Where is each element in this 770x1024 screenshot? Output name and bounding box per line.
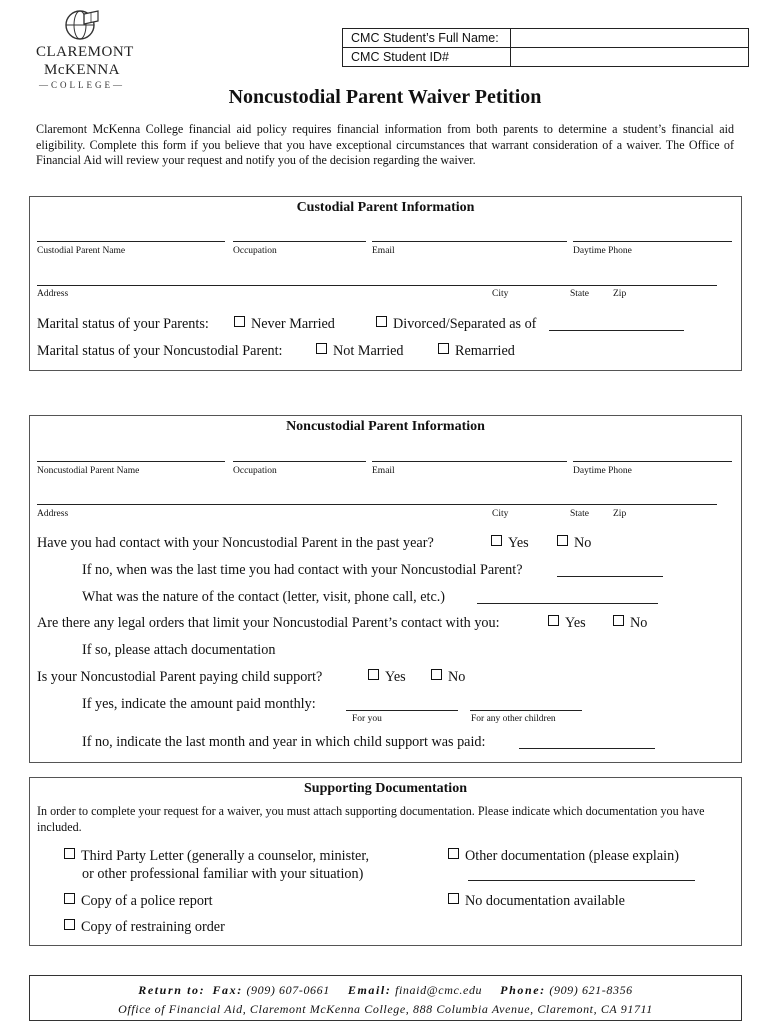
third-party-letter-option[interactable] bbox=[64, 848, 369, 865]
student-id-label: CMC Student ID# bbox=[343, 48, 511, 66]
police-report-label: Copy of a police report bbox=[81, 893, 213, 909]
no-documentation-checkbox[interactable] bbox=[448, 893, 459, 904]
legal-yes-checkbox[interactable] bbox=[548, 615, 559, 626]
amount-other-children-field[interactable] bbox=[470, 710, 582, 711]
student-name-field[interactable] bbox=[511, 29, 748, 47]
custodial-phone-caption: Daytime Phone bbox=[573, 246, 632, 256]
contact-no-option[interactable] bbox=[557, 535, 591, 552]
custodial-city-caption: City bbox=[492, 289, 509, 299]
custodial-phone-field[interactable] bbox=[573, 241, 732, 242]
noncustodial-parent-section bbox=[29, 415, 742, 763]
contact-nature-field[interactable] bbox=[477, 603, 658, 604]
noncustodial-occupation-caption: Occupation bbox=[233, 466, 277, 476]
custodial-state-caption: State bbox=[570, 289, 589, 299]
form-title: Noncustodial Parent Waiver Petition bbox=[228, 86, 542, 108]
remarried-option[interactable] bbox=[438, 343, 515, 360]
custodial-address-field[interactable] bbox=[37, 285, 717, 286]
other-children-caption: For any other children bbox=[471, 714, 556, 724]
other-documentation-option[interactable] bbox=[448, 848, 679, 865]
return-contact-box bbox=[29, 975, 742, 1021]
custodial-email-field[interactable] bbox=[372, 241, 567, 242]
not-married-option[interactable] bbox=[316, 343, 404, 360]
noncustodial-address-caption: Address bbox=[37, 509, 69, 519]
divorced-label: Divorced/Separated as of bbox=[393, 316, 537, 332]
fax-number: (909) 607-0661 bbox=[246, 983, 330, 997]
noncustodial-name-caption: Noncustodial Parent Name bbox=[37, 466, 140, 476]
other-documentation-field[interactable] bbox=[468, 880, 695, 881]
custodial-email-caption: Email bbox=[372, 246, 395, 256]
contact-no-label: No bbox=[574, 535, 592, 551]
contact-yes-label: Yes bbox=[508, 535, 529, 551]
noncustodial-name-field[interactable] bbox=[37, 461, 225, 462]
marital-parents-label: Marital status of your Parents: bbox=[37, 316, 209, 332]
police-report-option[interactable] bbox=[64, 893, 213, 910]
remarried-label: Remarried bbox=[455, 343, 515, 359]
legal-yes-option[interactable] bbox=[548, 615, 586, 632]
legal-orders-question: Are there any legal orders that limit your Noncustodial Parent’s contact with you: bbox=[37, 615, 500, 631]
student-id-row bbox=[343, 47, 748, 66]
last-contact-field[interactable] bbox=[557, 576, 663, 577]
office-address: Office of Financial Aid, Claremont McKenna College, 888 Columbia Avenue, Claremont, CA 91711 bbox=[118, 1002, 653, 1016]
contact-yes-option[interactable] bbox=[491, 535, 529, 552]
noncustodial-phone-field[interactable] bbox=[573, 461, 732, 462]
last-payment-question: If no, indicate the last month and year in which child support was paid: bbox=[82, 734, 486, 750]
not-married-label: Not Married bbox=[333, 343, 404, 359]
other-documentation-checkbox[interactable] bbox=[448, 848, 459, 859]
third-party-letter-checkbox[interactable] bbox=[64, 848, 75, 859]
divorced-option[interactable] bbox=[376, 316, 536, 333]
contact-yes-checkbox[interactable] bbox=[491, 535, 502, 546]
logo-line-claremont: CLAREMONT bbox=[36, 44, 134, 60]
for-you-caption: For you bbox=[352, 714, 382, 724]
logo-line-college: —COLLEGE— bbox=[39, 80, 125, 90]
support-no-option[interactable] bbox=[431, 669, 465, 686]
support-yes-option[interactable] bbox=[368, 669, 406, 686]
custodial-heading: Custodial Parent Information bbox=[296, 200, 475, 215]
supporting-heading: Supporting Documentation bbox=[304, 781, 467, 796]
divorced-date-field[interactable] bbox=[549, 330, 684, 331]
never-married-option[interactable] bbox=[234, 316, 335, 333]
noncustodial-email-caption: Email bbox=[372, 466, 395, 476]
noncustodial-phone-caption: Daytime Phone bbox=[573, 466, 632, 476]
custodial-occupation-field[interactable] bbox=[233, 241, 366, 242]
support-yes-label: Yes bbox=[385, 669, 406, 685]
college-seal-icon bbox=[62, 8, 102, 42]
student-id-field[interactable] bbox=[511, 48, 748, 66]
noncustodial-email-field[interactable] bbox=[372, 461, 567, 462]
noncustodial-state-caption: State bbox=[570, 509, 589, 519]
contact-no-checkbox[interactable] bbox=[557, 535, 568, 546]
no-documentation-option[interactable] bbox=[448, 893, 625, 910]
support-no-label: No bbox=[448, 669, 466, 685]
legal-no-label: No bbox=[630, 615, 648, 631]
amount-question: If yes, indicate the amount paid monthly: bbox=[82, 696, 316, 712]
phone-number: (909) 621-8356 bbox=[549, 983, 633, 997]
custodial-name-caption: Custodial Parent Name bbox=[37, 246, 126, 256]
noncustodial-zip-caption: Zip bbox=[613, 509, 627, 519]
restraining-order-label: Copy of restraining order bbox=[81, 919, 225, 935]
contact-nature-question: What was the nature of the contact (letter, visit, phone call, etc.) bbox=[82, 589, 446, 605]
child-support-question: Is your Noncustodial Parent paying child support? bbox=[37, 669, 323, 685]
remarried-checkbox[interactable] bbox=[438, 343, 449, 354]
contact-line bbox=[30, 983, 741, 998]
custodial-parent-section bbox=[29, 196, 742, 371]
logo-college-text: COLLEGE bbox=[51, 80, 113, 90]
last-contact-question: If no, when was the last time you had contact with your Noncustodial Parent? bbox=[82, 562, 523, 578]
logo-line-mckenna: McKENNA bbox=[44, 62, 120, 78]
college-logo bbox=[36, 8, 134, 90]
attach-documentation-note: If so, please attach documentation bbox=[82, 642, 276, 658]
noncustodial-occupation-field[interactable] bbox=[233, 461, 366, 462]
student-name-label: CMC Student’s Full Name: bbox=[343, 29, 511, 47]
custodial-occupation-caption: Occupation bbox=[233, 246, 277, 256]
noncustodial-city-caption: City bbox=[492, 509, 509, 519]
support-yes-checkbox[interactable] bbox=[368, 669, 379, 680]
third-party-letter-label: Third Party Letter (generally a counselor, minister, bbox=[81, 848, 370, 864]
support-no-checkbox[interactable] bbox=[431, 669, 442, 680]
custodial-zip-caption: Zip bbox=[613, 289, 627, 299]
custodial-address-caption: Address bbox=[37, 289, 69, 299]
police-report-checkbox[interactable] bbox=[64, 893, 75, 904]
amount-for-you-field[interactable] bbox=[346, 710, 458, 711]
student-id-box bbox=[342, 28, 749, 67]
custodial-name-field[interactable] bbox=[37, 241, 225, 242]
student-name-row bbox=[343, 29, 748, 47]
restraining-order-checkbox[interactable] bbox=[64, 919, 75, 930]
noncustodial-address-field[interactable] bbox=[37, 504, 717, 505]
never-married-label: Never Married bbox=[251, 316, 335, 332]
supporting-documentation-section bbox=[29, 777, 742, 946]
last-payment-field[interactable] bbox=[519, 748, 655, 749]
restraining-order-option[interactable] bbox=[64, 919, 225, 936]
not-married-checkbox[interactable] bbox=[316, 343, 327, 354]
phone-label: Phone: bbox=[500, 983, 546, 997]
fax-label: Fax: bbox=[212, 983, 243, 997]
legal-no-option[interactable] bbox=[613, 615, 647, 632]
marital-noncustodial-label: Marital status of your Noncustodial Parent: bbox=[37, 343, 283, 359]
return-label: Return to: bbox=[138, 983, 206, 997]
never-married-checkbox[interactable] bbox=[234, 316, 245, 327]
contact-question: Have you had contact with your Noncustodial Parent in the past year? bbox=[37, 535, 434, 551]
third-party-letter-label-line2: or other professional familiar with your situation) bbox=[82, 866, 364, 882]
other-documentation-label: Other documentation (please explain) bbox=[465, 848, 679, 864]
divorced-checkbox[interactable] bbox=[376, 316, 387, 327]
legal-yes-label: Yes bbox=[565, 615, 586, 631]
no-documentation-label: No documentation available bbox=[465, 893, 625, 909]
noncustodial-heading: Noncustodial Parent Information bbox=[286, 419, 485, 434]
email-address[interactable]: finaid@cmc.edu bbox=[395, 983, 483, 997]
legal-no-checkbox[interactable] bbox=[613, 615, 624, 626]
intro-paragraph: Claremont McKenna College financial aid policy requires financial information from both parents to determine a student’s financial aid eligibility. Complete this form if you believe that you have exceptional circumstances that warrant consideration of a waiver. The Office of Financial Aid will review your request and notify you of the decision regarding the waiver. bbox=[36, 122, 734, 167]
email-label: Email: bbox=[347, 983, 392, 997]
supporting-instructions: In order to complete your request for a waiver, you must attach supporting documentation. Please indicate which documentation you have included. bbox=[37, 804, 705, 834]
